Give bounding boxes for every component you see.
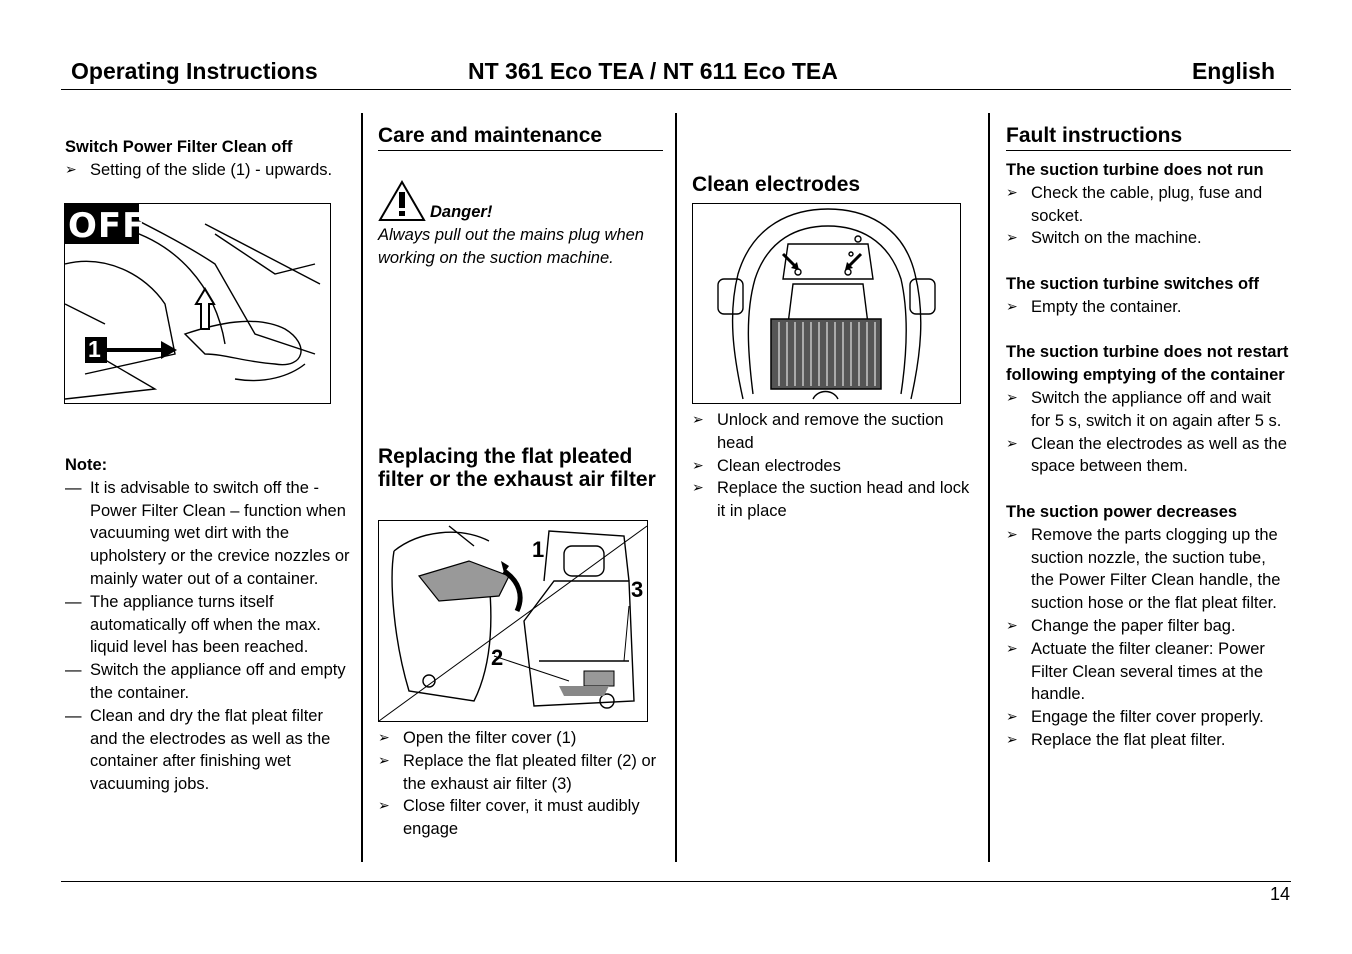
fault-heading: The suction turbine switches off <box>1006 274 1260 293</box>
callout-number: 1 <box>532 537 545 562</box>
fault-group <box>1006 341 1291 478</box>
note-item: — The appliance turns itself automatically off when the max. liquid level has been reached. <box>65 591 350 659</box>
section-title: Fault instructions <box>1006 124 1291 151</box>
step-item: ➢ Empty the container. <box>1006 296 1291 319</box>
step-item: ➢ Check the cable, plug, fuse and socket. <box>1006 182 1291 228</box>
step-item: ➢ Replace the flat pleat filter. <box>1006 729 1291 752</box>
page-number: 14 <box>1269 884 1290 904</box>
note-section <box>65 454 350 796</box>
step-list <box>378 727 663 841</box>
step-item: ➢ Remove the parts clogging up the suction nozzle, the suction tube, the Power Filter Clean handle, the suction hose or the flat pleat filter. <box>1006 524 1291 615</box>
fault-group <box>1006 273 1291 319</box>
step-item: ➢ Unlock and remove the suction head <box>692 409 977 455</box>
step-item: ➢ Replace the suction head and lock it in place <box>692 477 977 523</box>
step-item: ➢ Clean the electrodes as well as the space between them. <box>1006 433 1291 479</box>
callout-number: 2 <box>491 645 504 670</box>
fault-heading: The suction turbine does not run <box>1006 161 1264 179</box>
column-divider <box>675 113 677 862</box>
step-item: ➢ Close filter cover, it must audibly engage <box>378 795 663 841</box>
care-section <box>378 124 663 151</box>
danger-text: Always pull out the mains plug when working on the suction machine. <box>378 226 644 267</box>
switch-off-figure <box>64 203 331 404</box>
step-item: ➢ Actuate the filter cleaner: Power Filter Clean several times at the handle. <box>1006 638 1291 706</box>
fault-heading: The suction turbine does not restart following emptying of the container <box>1006 343 1289 385</box>
warning-triangle-icon <box>378 180 426 222</box>
fault-heading: The suction power decreases <box>1006 502 1238 521</box>
header-rule <box>61 89 1291 90</box>
note-title: Note: <box>65 456 108 474</box>
filter-steps <box>378 727 663 841</box>
column-divider <box>361 113 363 862</box>
clean-electrodes-title <box>692 173 977 196</box>
step-list <box>692 409 977 523</box>
header-model: NT 361 Eco TEA / NT 611 Eco TEA <box>468 58 838 84</box>
step-item: ➢ Change the paper filter bag. <box>1006 615 1291 638</box>
note-item: — Switch the appliance off and empty the container. <box>65 659 350 705</box>
note-list <box>65 477 350 796</box>
danger-label: Danger! <box>430 203 493 222</box>
section-subtitle: Switch Power Filter Clean off <box>65 138 293 156</box>
replace-filter-title <box>378 445 663 491</box>
step-item: ➢ Open the filter cover (1) <box>378 727 663 750</box>
callout-number: 3 <box>631 577 644 602</box>
section-title: Care and maintenance <box>378 124 663 151</box>
section-title: Clean electrodes <box>692 173 861 196</box>
callout-number: 1 <box>88 336 101 362</box>
step-list <box>1006 387 1291 478</box>
fault-instructions-title <box>1006 124 1291 151</box>
section-title: Replacing the flat pleated filter or the exhaust air filter <box>378 445 656 491</box>
header-title: Operating Instructions <box>71 58 318 84</box>
danger-block <box>378 180 663 270</box>
step-item: ➢ Switch on the machine. <box>1006 227 1291 250</box>
step-item: ➢ Engage the filter cover properly. <box>1006 706 1291 729</box>
note-item: — Clean and dry the flat pleat filter and the electrodes as well as the container after finishing wet vacuuming jobs. <box>65 705 350 796</box>
step-item: ➢ Setting of the slide (1) - upwards. <box>65 159 350 182</box>
fault-list <box>1006 159 1291 752</box>
fault-group <box>1006 501 1291 752</box>
off-label: OFF <box>68 206 147 246</box>
filter-replacement-illustration <box>379 521 647 721</box>
step-item: ➢ Replace the flat pleated filter (2) or the exhaust air filter (3) <box>378 750 663 796</box>
column-divider <box>988 113 990 862</box>
electrode-steps <box>692 409 977 523</box>
step-list <box>1006 296 1291 319</box>
electrodes-figure <box>692 203 961 404</box>
step-item: ➢ Clean electrodes <box>692 455 977 478</box>
step-list <box>1006 182 1291 250</box>
footer-rule <box>61 881 1291 882</box>
fault-group <box>1006 159 1291 250</box>
step-list <box>1006 524 1291 752</box>
suction-head-illustration <box>693 204 960 403</box>
step-item: ➢ Switch the appliance off and wait for 5 s, switch it on again after 5 s. <box>1006 387 1291 433</box>
filter-figure <box>378 520 648 722</box>
header-language: English <box>1191 58 1275 84</box>
step-list <box>65 159 350 182</box>
note-item: — It is advisable to switch off the -Power Filter Clean – function when vacuuming wet dirt with the upholstery or the crevice nozzles or mainly water out of a container. <box>65 477 350 591</box>
switch-off-section <box>65 136 350 182</box>
